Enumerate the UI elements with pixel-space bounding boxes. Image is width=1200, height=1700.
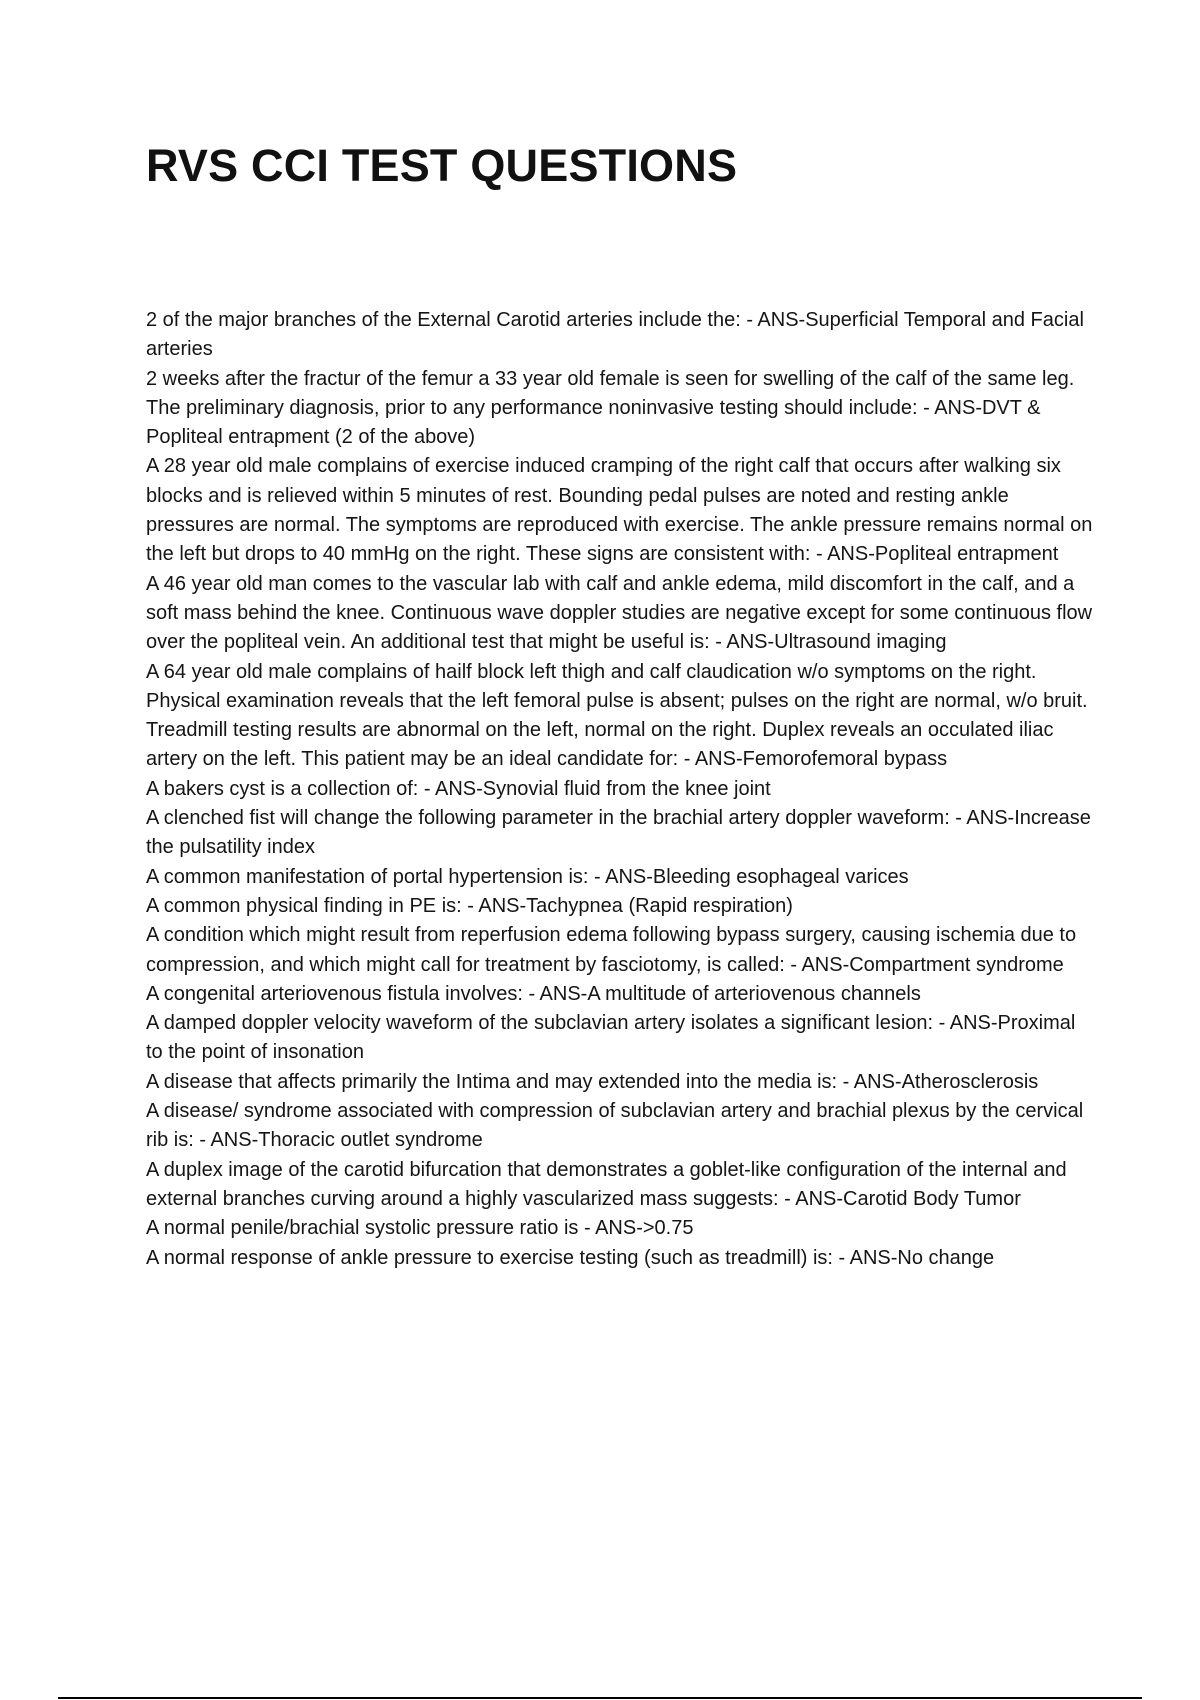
question-item-4: A 46 year old man comes to the vascular lab with calf and ankle edema, mild discomfort in the calf, and a soft mass behind the knee. Continuous wave doppler studies are negative except for some continuous flow over the popliteal vein. An additional test that might be useful is: - ANS-Ultrasound imaging	[146, 572, 1093, 654]
question-item-16: A normal penile/brachial systolic pressure ratio is - ANS->0.75	[146, 1217, 694, 1240]
footer-divider	[58, 1697, 1142, 1699]
question-item-2: 2 weeks after the fractur of the femur a 33 year old female is seen for swelling of the calf of the same leg. The preliminary diagnosis, prior to any performance noninvasive testing should include: - ANS-DVT & Popliteal entrapment (2 of the above)	[146, 367, 1075, 449]
question-item-15: A duplex image of the carotid bifurcation that demonstrates a goblet-like configuration of the internal and external branches curving around a highly vascularized mass suggests: - ANS-Carotid Body Tumor	[146, 1158, 1067, 1210]
question-item-5: A 64 year old male complains of hailf block left thigh and calf claudication w/o symptoms on the right. Physical examination reveals that the left femoral pulse is absent; pulses on the right are normal, w/o bruit. Treadmill testing results are abnormal on the left, normal on the right. Duplex reveals an occulated iliac artery on the left. This patient may be an ideal candidate for: - ANS-Femorofemoral bypass	[146, 660, 1088, 771]
question-item-10: A condition which might result from reperfusion edema following bypass surgery, causing ischemia due to compression, and which might call for treatment by fasciotomy, is called: - ANS-Compartment syndrome	[146, 924, 1077, 976]
question-item-12: A damped doppler velocity waveform of the subclavian artery isolates a significant lesion: - ANS-Proximal to the point of insonation	[146, 1012, 1076, 1064]
question-item-14: A disease/ syndrome associated with compression of subclavian artery and brachial plexus by the cervical rib is: - ANS-Thoracic outlet syndrome	[146, 1100, 1084, 1152]
question-item-7: A clenched fist will change the following parameter in the brachial artery doppler waveform: - ANS-Increase the pulsatility index	[146, 807, 1091, 859]
question-item-17: A normal response of ankle pressure to exercise testing (such as treadmill) is: - ANS-No change	[146, 1246, 995, 1269]
question-item-13: A disease that affects primarily the Intima and may extended into the media is: - ANS-Atherosclerosis	[146, 1070, 1039, 1093]
question-item-6: A bakers cyst is a collection of: - ANS-Synovial fluid from the knee joint	[146, 777, 771, 800]
page-title: RVS CCI TEST QUESTIONS	[146, 140, 738, 191]
question-item-11: A congenital arteriovenous fistula involves: - ANS-A multitude of arteriovenous channels	[146, 982, 921, 1005]
question-item-8: A common manifestation of portal hypertension is: - ANS-Bleeding esophageal varices	[146, 865, 909, 888]
question-list	[146, 306, 1096, 1273]
question-item-1: 2 of the major branches of the External Carotid arteries include the: - ANS-Superficial Temporal and Facial arteries	[146, 309, 1084, 361]
question-item-3: A 28 year old male complains of exercise induced cramping of the right calf that occurs after walking six blocks and is relieved within 5 minutes of rest. Bounding pedal pulses are noted and resting ankle pressures are normal. The symptoms are reproduced with exercise. The ankle pressure remains normal on the left but drops to 40 mmHg on the right. These signs are consistent with: - ANS-Popliteal entrapment	[146, 455, 1093, 566]
question-item-9: A common physical finding in PE is: - ANS-Tachypnea (Rapid respiration)	[146, 894, 793, 917]
